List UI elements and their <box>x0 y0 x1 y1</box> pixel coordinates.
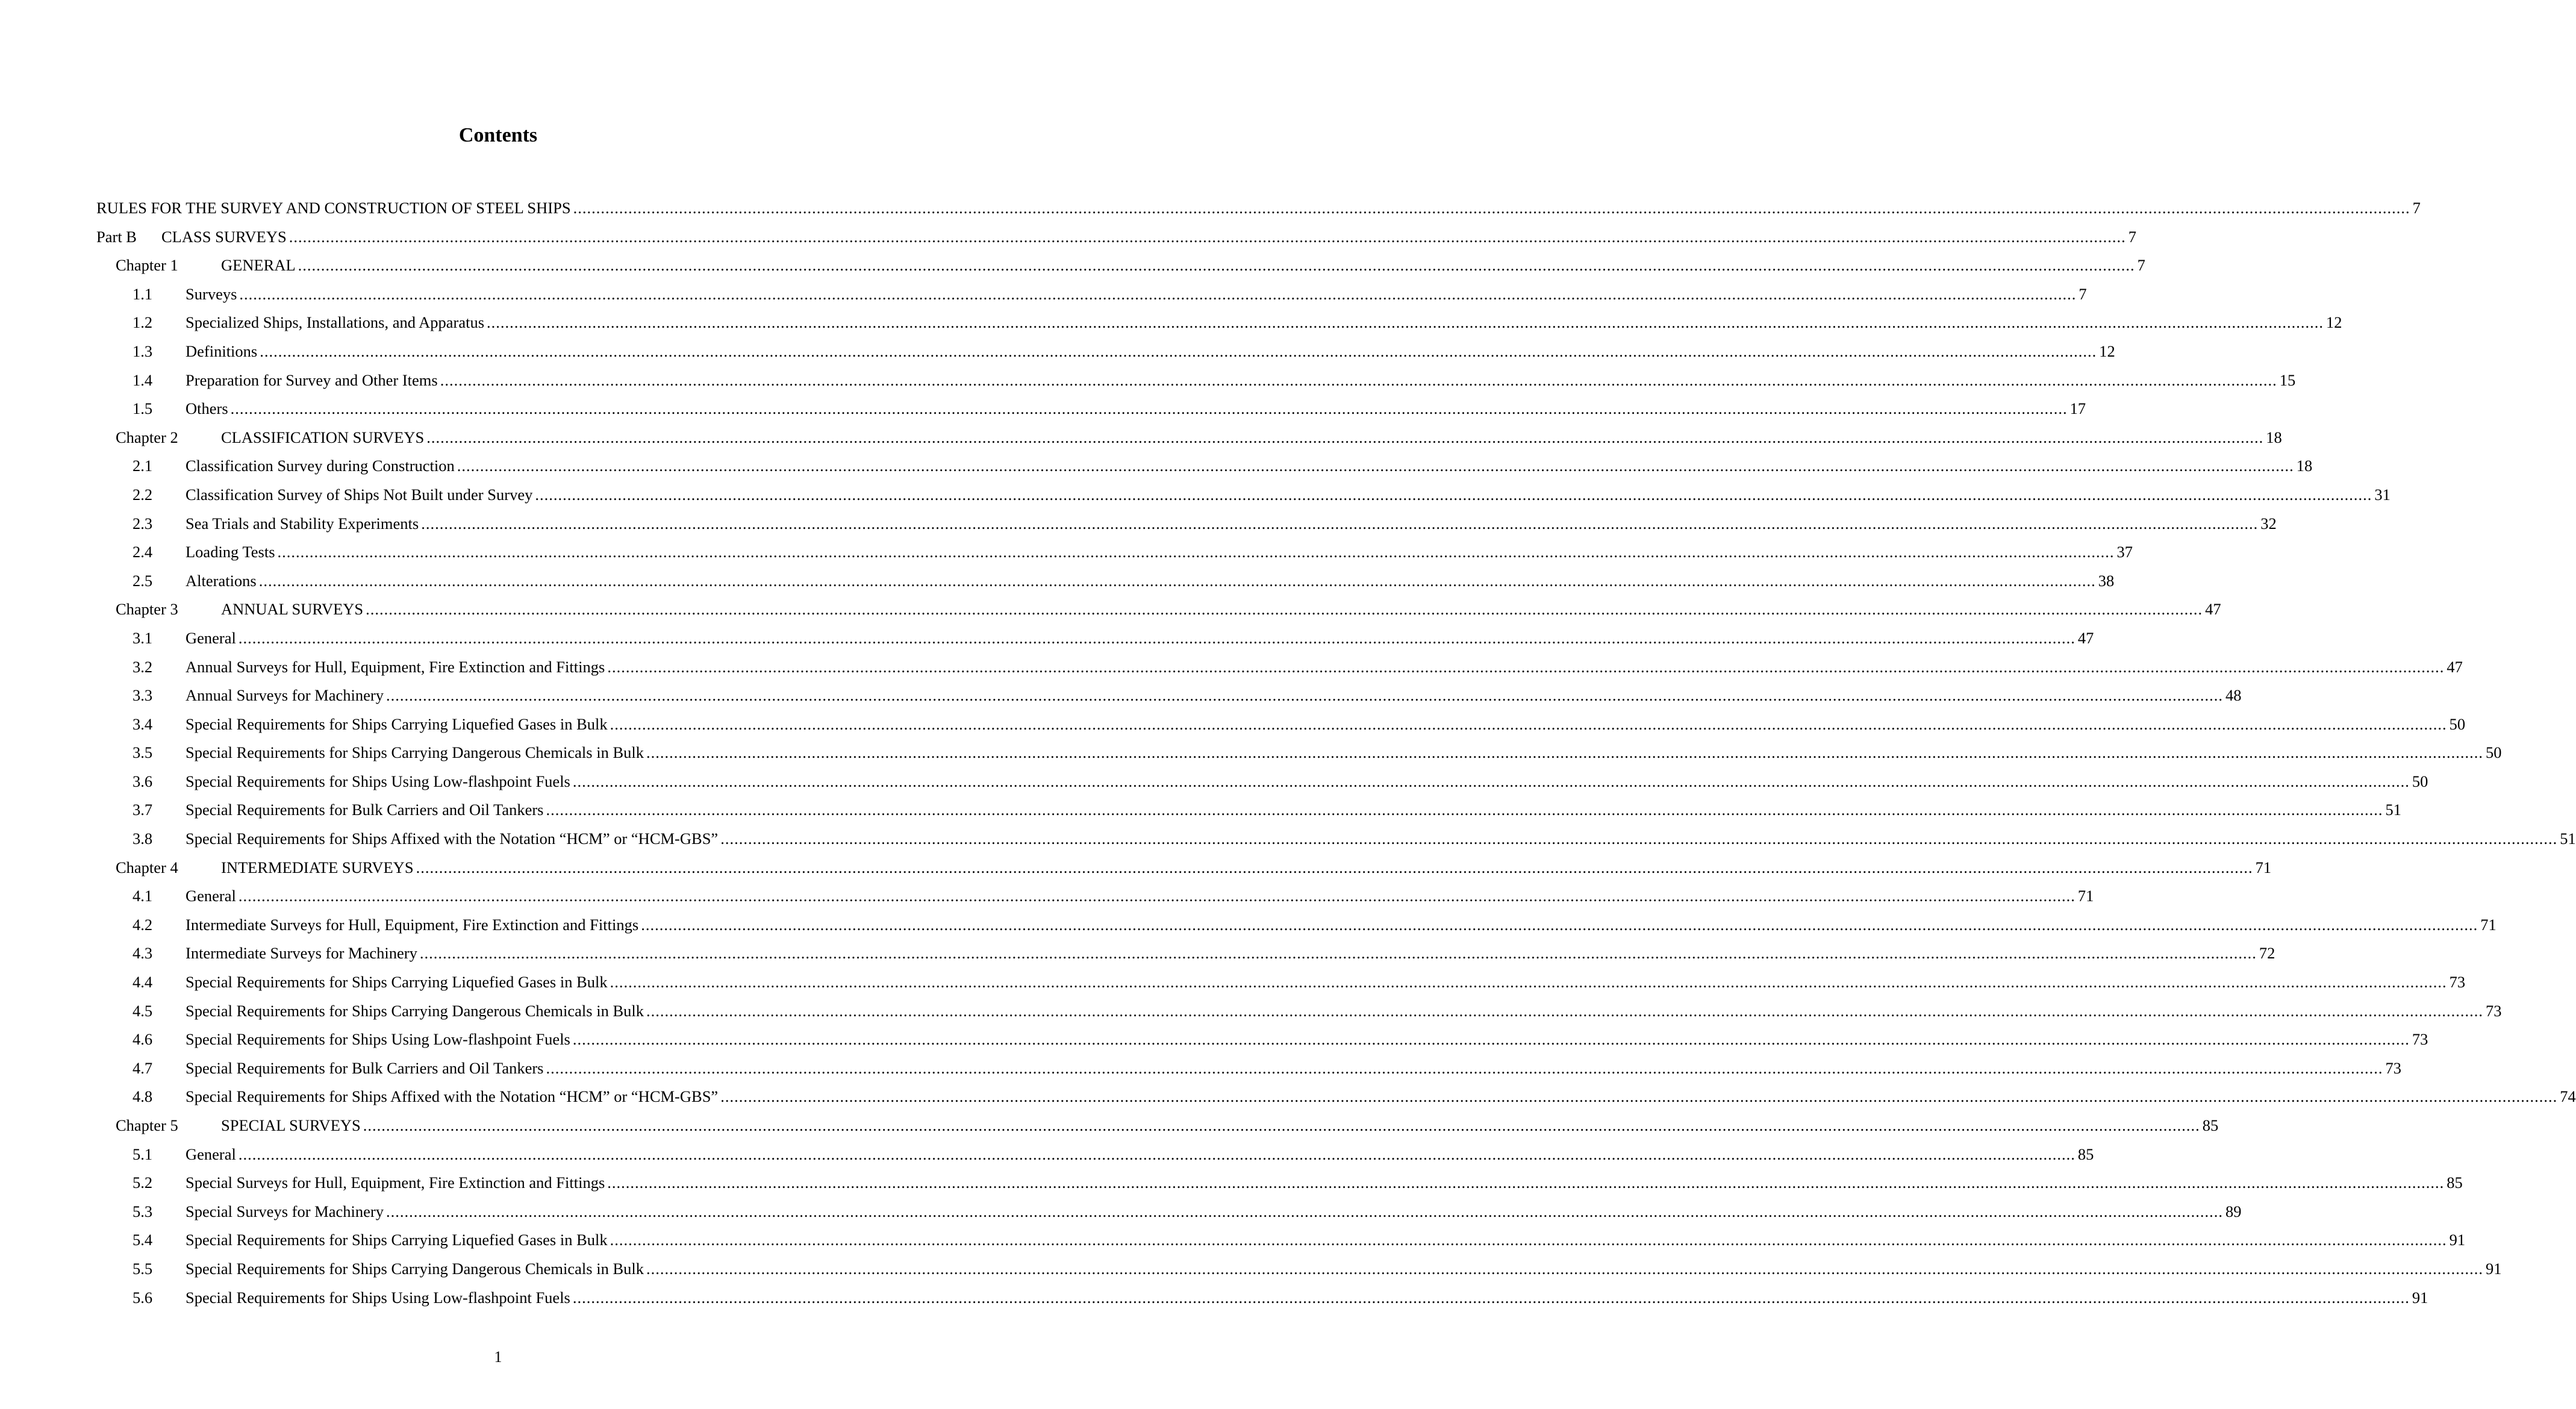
toc-entry-page: 18 <box>2296 457 2313 475</box>
toc-dot-leader: ................................................................................................................................................................................................................................................................................................................................................................................................................ <box>720 1087 2558 1106</box>
toc-entry[interactable] <box>96 483 2390 511</box>
toc-dot-leader: ................................................................................................................................................................................................................................................................................................................................................................................................................ <box>646 743 2484 762</box>
toc-entry[interactable] <box>96 941 2275 970</box>
toc-dot-leader: ................................................................................................................................................................................................................................................................................................................................................................................................................ <box>238 887 2075 905</box>
toc-entry[interactable] <box>96 1257 2502 1286</box>
toc-entry-title: Special Surveys for Machinery <box>186 1202 384 1220</box>
toc-dot-leader: ................................................................................................................................................................................................................................................................................................................................................................................................................ <box>572 1030 2410 1049</box>
toc-entry-number: 3.8 <box>133 829 153 848</box>
toc-entry[interactable] <box>96 253 2145 282</box>
toc-dot-leader: ................................................................................................................................................................................................................................................................................................................................................................................................................ <box>366 600 2203 619</box>
toc-dot-leader: ................................................................................................................................................................................................................................................................................................................................................................................................................ <box>610 714 2447 733</box>
toc-entry[interactable] <box>96 655 2463 684</box>
toc-entry-title: Annual Surveys for Hull, Equipment, Fire Extinction and Fittings <box>186 657 605 676</box>
toc-entry[interactable] <box>96 826 2576 855</box>
toc-dot-leader: ................................................................................................................................................................................................................................................................................................................................................................................................................ <box>720 829 2558 848</box>
toc-entry[interactable] <box>96 970 2466 999</box>
toc-dot-leader: ................................................................................................................................................................................................................................................................................................................................................................................................................ <box>610 973 2447 992</box>
toc-entry[interactable] <box>96 310 2342 339</box>
toc-entry-page: 51 <box>2385 801 2401 819</box>
toc-entry-title: Special Requirements for Ships Carrying Dangerous Chemicals in Bulk <box>186 743 644 762</box>
toc-entry[interactable] <box>96 1113 2219 1142</box>
toc-dot-leader: ................................................................................................................................................................................................................................................................................................................................................................................................................ <box>641 915 2478 934</box>
toc-entry-number: 2.1 <box>133 457 153 475</box>
toc-entry-title: Special Requirements for Ships Carrying Dangerous Chemicals in Bulk <box>186 1001 644 1020</box>
toc-entry-number: 4.1 <box>133 887 153 905</box>
toc-dot-leader: ................................................................................................................................................................................................................................................................................................................................................................................................................ <box>646 1259 2484 1278</box>
toc-dot-leader: ................................................................................................................................................................................................................................................................................................................................................................................................................ <box>238 628 2075 647</box>
toc-entry-number: 5.3 <box>133 1202 153 1220</box>
toc-dot-leader: ................................................................................................................................................................................................................................................................................................................................................................................................................ <box>419 944 2257 963</box>
toc-entry-page: 85 <box>2077 1145 2094 1163</box>
toc-dot-leader: ................................................................................................................................................................................................................................................................................................................................................................................................................ <box>440 370 2277 389</box>
toc-entry-number: 4.4 <box>133 973 153 992</box>
toc-entry-title: Special Requirements for Ships Carrying Liquefied Gases in Bulk <box>186 1231 608 1249</box>
toc-entry[interactable] <box>96 884 2094 913</box>
toc-entry-page: 85 <box>2202 1116 2219 1134</box>
toc-entry-number: 4.7 <box>133 1058 153 1077</box>
toc-entry[interactable] <box>96 999 2502 1028</box>
toc-entry-page: 85 <box>2447 1173 2463 1192</box>
toc-dot-leader: ................................................................................................................................................................................................................................................................................................................................................................................................................ <box>288 227 2126 246</box>
toc-entry-title: Intermediate Surveys for Machinery <box>186 944 417 963</box>
toc-dot-leader: ................................................................................................................................................................................................................................................................................................................................................................................................................ <box>385 1202 2223 1220</box>
toc-entry[interactable] <box>96 1228 2466 1257</box>
toc-entry[interactable] <box>96 368 2296 397</box>
toc-entry[interactable] <box>96 855 2272 884</box>
toc-entry[interactable] <box>96 225 2136 254</box>
toc-entry-page: 73 <box>2449 973 2466 992</box>
toc-entry-page: 37 <box>2116 543 2133 561</box>
toc-entry-page: 17 <box>2069 399 2086 418</box>
toc-entry-title: General <box>186 1145 236 1163</box>
toc-entry-page: 50 <box>2412 772 2428 790</box>
toc-dot-leader: ................................................................................................................................................................................................................................................................................................................................................................................................................ <box>416 858 2253 876</box>
toc-entry-number: 1.5 <box>133 399 153 418</box>
toc-dot-leader: ................................................................................................................................................................................................................................................................................................................................................................................................................ <box>572 1288 2410 1307</box>
toc-entry[interactable] <box>96 769 2428 798</box>
toc-entry[interactable] <box>96 454 2313 483</box>
toc-entry-page: 12 <box>2099 342 2115 360</box>
toc-entry-page: 47 <box>2447 657 2463 676</box>
toc-entry-page: 89 <box>2225 1202 2242 1220</box>
toc-entry-title: Specialized Ships, Installations, and Apparatus <box>186 313 485 332</box>
toc-entry-title: Loading Tests <box>186 543 275 561</box>
toc-entry-number: Part B <box>96 227 137 246</box>
toc-dot-leader: ................................................................................................................................................................................................................................................................................................................................................................................................................ <box>610 1231 2447 1249</box>
toc-entry-number: 2.4 <box>133 543 153 561</box>
toc-entry-page: 47 <box>2077 628 2094 647</box>
toc-entry-number: 3.2 <box>133 657 153 676</box>
toc-entry-title: CLASSIFICATION SURVEYS <box>221 428 425 446</box>
toc-entry-page: 51 <box>2560 829 2576 848</box>
toc-dot-leader: ................................................................................................................................................................................................................................................................................................................................................................................................................ <box>260 342 2097 360</box>
toc-entry[interactable] <box>96 626 2094 655</box>
toc-entry-title: General <box>186 887 236 905</box>
toc-entry-title: Intermediate Surveys for Hull, Equipment, Fire Extinction and Fittings <box>186 915 639 934</box>
toc-entry-title: SPECIAL SURVEYS <box>221 1116 361 1134</box>
toc-entry-number: 5.4 <box>133 1231 153 1249</box>
toc-entry[interactable] <box>96 1199 2242 1228</box>
toc-entry[interactable] <box>96 1027 2428 1056</box>
toc-entry-page: 18 <box>2266 428 2282 446</box>
toc-entry-number: 2.2 <box>133 485 153 504</box>
toc-entry[interactable] <box>96 740 2502 769</box>
toc-entry[interactable] <box>96 540 2133 569</box>
toc-entry-number: Chapter 2 <box>116 428 178 446</box>
toc-entry-title: Definitions <box>186 342 258 360</box>
toc-entry-title: Special Requirements for Ships Affixed with the Notation “HCM” or “HCM-GBS” <box>186 829 719 848</box>
toc-entry-title: Special Requirements for Ships Using Low-flashpoint Fuels <box>186 1030 570 1049</box>
toc-entry[interactable] <box>96 196 2421 225</box>
toc-entry[interactable] <box>96 511 2277 540</box>
toc-entry-number: 4.5 <box>133 1001 153 1020</box>
toc-entry-number: 3.3 <box>133 686 153 705</box>
toc-entry-number: 3.4 <box>133 714 153 733</box>
toc-entry-number: 2.5 <box>133 571 153 590</box>
toc-dot-leader: ................................................................................................................................................................................................................................................................................................................................................................................................................ <box>573 199 2410 217</box>
toc-entry-title: Special Requirements for Ships Affixed with the Notation “HCM” or “HCM-GBS” <box>186 1087 719 1106</box>
toc-entry[interactable] <box>96 396 2086 425</box>
toc-entry-title: Special Requirements for Ships Carrying Dangerous Chemicals in Bulk <box>186 1259 644 1278</box>
toc-entry-page: 91 <box>2412 1288 2428 1307</box>
toc-entry[interactable] <box>96 1286 2428 1314</box>
toc-entry-title: Alterations <box>186 571 257 590</box>
toc-dot-leader: ................................................................................................................................................................................................................................................................................................................................................................................................................ <box>546 1058 2383 1077</box>
toc-entry[interactable] <box>96 597 2221 626</box>
toc-entry-number: 3.6 <box>133 772 153 790</box>
toc-entry[interactable] <box>96 683 2242 712</box>
toc-dot-leader: ................................................................................................................................................................................................................................................................................................................................................................................................................ <box>607 657 2445 676</box>
toc-entry[interactable] <box>96 913 2496 942</box>
toc-entry-page: 38 <box>2098 571 2115 590</box>
toc-entry[interactable] <box>96 712 2466 741</box>
toc-entry[interactable] <box>96 798 2401 826</box>
toc-entry-page: 7 <box>2412 199 2421 217</box>
toc-entry-title: GENERAL <box>221 256 296 275</box>
toc-entry-number: Chapter 4 <box>116 858 178 876</box>
toc-entry-number: 4.6 <box>133 1030 153 1049</box>
toc-entry-title: Special Requirements for Bulk Carriers and Oil Tankers <box>186 801 544 819</box>
toc-entry-title: Surveys <box>186 284 237 303</box>
toc-entry-page: 48 <box>2225 686 2242 705</box>
page-title: Contents <box>458 124 538 146</box>
toc-entry-title: Sea Trials and Stability Experiments <box>186 514 419 533</box>
toc-entry-number: 3.7 <box>133 801 153 819</box>
toc-dot-leader: ................................................................................................................................................................................................................................................................................................................................................................................................................ <box>457 457 2294 475</box>
toc-dot-leader: ................................................................................................................................................................................................................................................................................................................................................................................................................ <box>277 543 2115 561</box>
toc-dot-leader: ................................................................................................................................................................................................................................................................................................................................................................................................................ <box>607 1173 2445 1192</box>
toc-entry-number: Chapter 5 <box>116 1116 178 1134</box>
toc-entry-title: Classification Survey during Construction <box>186 457 455 475</box>
toc-entry[interactable] <box>96 425 2282 454</box>
toc-dot-leader: ................................................................................................................................................................................................................................................................................................................................................................................................................ <box>298 256 2135 275</box>
toc-entry-number: 1.3 <box>133 342 153 360</box>
toc-entry-title: Preparation for Survey and Other Items <box>186 370 438 389</box>
toc-entry-page: 12 <box>2326 313 2342 332</box>
toc-entry-page: 74 <box>2560 1087 2576 1106</box>
toc-entry-page: 72 <box>2259 944 2275 963</box>
toc-entry[interactable] <box>96 569 2115 598</box>
toc-entry-title: Classification Survey of Ships Not Built under Survey <box>186 485 533 504</box>
toc-entry-page: 32 <box>2260 514 2277 533</box>
toc-dot-leader: ................................................................................................................................................................................................................................................................................................................................................................................................................ <box>546 801 2383 819</box>
toc-entry-title: General <box>186 628 236 647</box>
toc-entry-page: 50 <box>2486 743 2502 762</box>
toc-entry-page: 73 <box>2385 1058 2401 1077</box>
toc-entry[interactable] <box>96 1084 2576 1113</box>
toc-entry-number: 3.1 <box>133 628 153 647</box>
toc-entry[interactable] <box>96 1142 2094 1171</box>
toc-dot-leader: ................................................................................................................................................................................................................................................................................................................................................................................................................ <box>258 571 2096 590</box>
toc-entry-page: 71 <box>2077 887 2094 905</box>
toc-entry-page: 73 <box>2412 1030 2428 1049</box>
toc-entry-page: 71 <box>2480 915 2496 934</box>
toc-dot-leader: ................................................................................................................................................................................................................................................................................................................................................................................................................ <box>421 514 2259 533</box>
toc-entry-number: 2.3 <box>133 514 153 533</box>
toc-entry-number: 4.2 <box>133 915 153 934</box>
toc-entry[interactable] <box>96 1170 2463 1199</box>
toc-dot-leader: ................................................................................................................................................................................................................................................................................................................................................................................................................ <box>239 284 2077 303</box>
toc-entry-title: CLASS SURVEYS <box>161 227 287 246</box>
toc-dot-leader: ................................................................................................................................................................................................................................................................................................................................................................................................................ <box>646 1001 2484 1020</box>
toc-entry-title: Special Requirements for Bulk Carriers and Oil Tankers <box>186 1058 544 1077</box>
toc-dot-leader: ................................................................................................................................................................................................................................................................................................................................................................................................................ <box>426 428 2264 446</box>
toc-entry-number: 1.1 <box>133 284 153 303</box>
toc-entry-number: 5.2 <box>133 1173 153 1192</box>
toc-entry-number: 1.4 <box>133 370 153 389</box>
toc-dot-leader: ................................................................................................................................................................................................................................................................................................................................................................................................................ <box>238 1145 2075 1163</box>
toc-entry[interactable] <box>96 1056 2401 1085</box>
toc-dot-leader: ................................................................................................................................................................................................................................................................................................................................................................................................................ <box>385 686 2223 705</box>
toc-entry-number: 5.1 <box>133 1145 153 1163</box>
toc-dot-leader: ................................................................................................................................................................................................................................................................................................................................................................................................................ <box>572 772 2410 790</box>
toc-entry-page: 7 <box>2079 284 2087 303</box>
toc-entry-page: 7 <box>2137 256 2145 275</box>
toc-entry-title: ANNUAL SURVEYS <box>221 600 364 619</box>
toc-dot-leader: ................................................................................................................................................................................................................................................................................................................................................................................................................ <box>535 485 2372 504</box>
toc-entry-number: Chapter 1 <box>116 256 178 275</box>
toc-entry-title: Annual Surveys for Machinery <box>186 686 384 705</box>
toc-entry-number: 5.5 <box>133 1259 153 1278</box>
toc-entry-page: 7 <box>2128 227 2136 246</box>
toc-entry-page: 50 <box>2449 714 2466 733</box>
toc-entry-number: 1.2 <box>133 313 153 332</box>
toc-entry-page: 71 <box>2255 858 2272 876</box>
toc-entry-number: 4.3 <box>133 944 153 963</box>
toc-dot-leader: ................................................................................................................................................................................................................................................................................................................................................................................................................ <box>230 399 2068 418</box>
toc-dot-leader: ................................................................................................................................................................................................................................................................................................................................................................................................................ <box>487 313 2324 332</box>
toc-entry-title: Others <box>186 399 228 418</box>
toc-dot-leader: ................................................................................................................................................................................................................................................................................................................................................................................................................ <box>363 1116 2200 1134</box>
toc-entry-title: Special Surveys for Hull, Equipment, Fire Extinction and Fittings <box>186 1173 605 1192</box>
toc-entry-page: 15 <box>2279 370 2296 389</box>
page-number: 1 <box>494 1348 502 1366</box>
toc-entry[interactable] <box>96 282 2087 311</box>
toc-entry[interactable] <box>96 339 2115 368</box>
table-of-contents <box>96 196 2576 1314</box>
toc-entry-title: INTERMEDIATE SURVEYS <box>221 858 414 876</box>
toc-entry-page: 91 <box>2486 1259 2502 1278</box>
toc-entry-number: 4.8 <box>133 1087 153 1106</box>
toc-entry-title: Special Requirements for Ships Using Low-flashpoint Fuels <box>186 772 570 790</box>
toc-entry-title: Special Requirements for Ships Carrying Liquefied Gases in Bulk <box>186 973 608 992</box>
toc-entry-number: 5.6 <box>133 1288 153 1307</box>
toc-entry-page: 31 <box>2374 485 2390 504</box>
toc-entry-page: 47 <box>2205 600 2221 619</box>
toc-entry-title: Special Requirements for Ships Using Low-flashpoint Fuels <box>186 1288 570 1307</box>
toc-entry-title: RULES FOR THE SURVEY AND CONSTRUCTION OF STEEL SHIPS <box>96 199 571 217</box>
toc-entry-title: Special Requirements for Ships Carrying Liquefied Gases in Bulk <box>186 714 608 733</box>
toc-entry-number: Chapter 3 <box>116 600 178 619</box>
toc-entry-number: 3.5 <box>133 743 153 762</box>
toc-entry-page: 73 <box>2486 1001 2502 1020</box>
toc-entry-page: 91 <box>2449 1231 2466 1249</box>
